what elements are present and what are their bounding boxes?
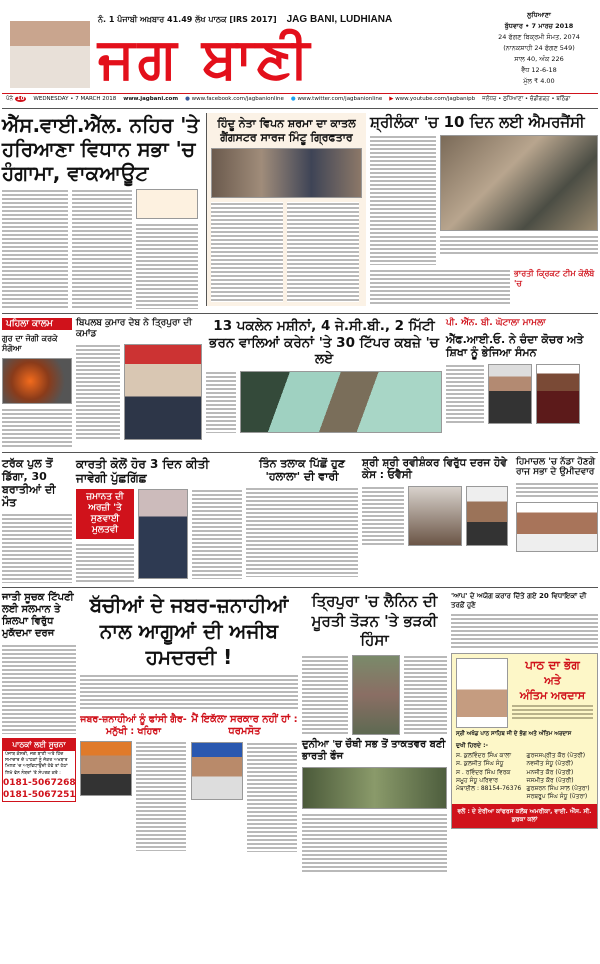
body-text (516, 482, 598, 498)
first-column-label: ਪਹਿਲਾ ਕਾਲਮ (2, 318, 72, 330)
obituary-heads (512, 658, 593, 720)
pnb-story (446, 318, 598, 423)
notice-title: ਪਾਠਕਾਂ ਲਈ ਸੂਚਨਾ (3, 739, 75, 751)
masthead (2, 4, 598, 91)
edition-cities: ਜਲੰਧਰ • ਲੁਧਿਆਣਾ • ਚੰਡੀਗੜ੍ਹ • ਬਠਿੰਡਾ (482, 96, 571, 103)
rape-story (80, 592, 298, 852)
obituary-head-2: ਅਤੇ (544, 674, 561, 688)
biplab-story (76, 318, 202, 440)
lenin-statue-photo (352, 655, 400, 735)
tagline-row (98, 14, 472, 25)
pages-label: ਪੰਨੇ (6, 96, 13, 103)
samvat: 24 ਫੱਗਣ ਬਿਕ੍ਰਮੀ ਸੰਮਤ, 2074 (498, 33, 580, 41)
pnb-kicker: ਪੀ. ਐੱਨ. ਬੀ. ਘੋਟਾਲਾ ਮਾਮਲਾ (446, 318, 546, 329)
headline-cricket: ਭਾਰਤੀ ਕ੍ਰਿਕਟ ਟੀਮ ਕੋਲੰਬੋ 'ਚ (514, 269, 595, 288)
mourners-left (456, 752, 523, 792)
syl-side (136, 189, 198, 309)
karti-body (76, 489, 242, 582)
lenin-body (302, 655, 447, 735)
caste-story (2, 592, 76, 802)
fire-photo (2, 358, 72, 404)
dharamsot-photo (191, 742, 243, 800)
nadda-photo (516, 502, 598, 552)
body-text (72, 189, 132, 309)
body-text (302, 655, 348, 735)
headline-biplab: ਬਿਪਲਬ ਕੁਮਾਰ ਦੇਬ ਨੇ ਤ੍ਰਿਪੁਰਾ ਦੀ ਕਮਾਂਡ (76, 318, 192, 340)
mourners (456, 752, 593, 801)
reactions (80, 714, 298, 852)
shikha-photo (536, 364, 580, 424)
body-text (440, 235, 598, 255)
body-text (2, 408, 72, 448)
body-text (76, 344, 120, 440)
khaira-photo (80, 741, 132, 796)
model-photo (10, 4, 90, 88)
mourners-right (527, 752, 594, 801)
facebook-icon: ● (185, 96, 190, 103)
pnb-body (446, 364, 598, 424)
cricket-row (370, 269, 598, 305)
logo: ਜਗ ਬਾਣੀ (98, 26, 313, 91)
body-text (192, 489, 242, 579)
row-4 (2, 587, 598, 873)
mourner: ਗੁਰਜਸਪ੍ਰੀਤ ਕੌਰ (ਪੋਤਰੀ) (526, 752, 586, 760)
body-text (2, 189, 68, 309)
body-text (211, 202, 283, 302)
body-text (2, 513, 72, 583)
bail-col (76, 489, 134, 582)
body-text (136, 223, 198, 309)
lenin-story (302, 592, 447, 873)
mourner: ਸਮੂਹ ਸੰਧੂ ਪਰਿਵਾਰ (456, 776, 498, 784)
twitter-icon: ● (290, 96, 296, 103)
path-line: ਸ੍ਰੀ ਅਖੰਡ ਪਾਠ ਸਾਹਿਬ ਜੀ ਦੇ ਭੋਗ ਅਤੇ ਅੰਤਿਮ ਅਰਦਾਸ (456, 731, 572, 738)
srilanka-body (370, 135, 598, 265)
body-text (404, 655, 447, 735)
tagline (98, 15, 277, 25)
headline-army: ਦੁਨੀਆ 'ਚ ਚੌਥੀ ਸਭ ਤੋਂ ਤਾਕਤਵਰ ਬਣੀ ਭਾਰਤੀ ਫੌਜ (302, 738, 446, 762)
obituary-ad (451, 653, 598, 829)
twitter (291, 94, 382, 104)
karti-story (76, 457, 242, 583)
pages (6, 94, 26, 104)
mourner: ਗੁਰਸ਼ਰਨ ਸਿੰਘ ਸਾਲ (ਪੋਤਰਾ) (526, 784, 590, 792)
volume: ਸਾਲ 40, ਅੰਕ 226 (514, 55, 564, 63)
day: ਬੁੱਧਵਾਰ • 7 ਮਾਰਚ 2018 (504, 22, 574, 30)
body-text (76, 543, 134, 583)
facebook-link[interactable]: www.facebook.com/jagbanionline (191, 96, 284, 103)
regd: ਵੈੱਧ 12-6-18 (521, 66, 557, 74)
khaira-story (80, 714, 187, 851)
headline-syl: ਐੱਸ.ਵਾਈ.ਐੱਲ. ਨਹਿਰ 'ਤੇ ਹਰਿਆਣਾ ਵਿਧਾਨ ਸਭਾ 'ਚ ਹੰਗਾਮਾ, ਵਾਕਆਊਟ (2, 113, 200, 186)
body-text (287, 202, 359, 302)
headline-khaira: ਜਬਰ-ਜ਼ਨਾਹੀਆਂ ਨੂੰ ਫਾਂਸੀ ਗੈਰ-ਮਨੁੱਖੀ : ਖਹਿਰਾ (80, 714, 187, 737)
body-text (246, 487, 358, 577)
city: ਲੁਧਿਆਣਾ (527, 11, 551, 19)
notice-body: ਪੰਜਾਬ ਕੇਸਰੀ, ਜਗ ਬਾਣੀ ਅਤੇ ਹਿੰਦ ਸਮਾਚਾਰ ਦੇ ਪਾਠਕਾਂ ਨੂੰ ਜੇਕਰ ਅਖਬਾਰ ਮਿਲਣ 'ਚ ਅਸੁਵਿਧਾਉਂਦੀ ਹੋਵੇ ਤਾਂ ਹੇਠਾਂ ਲਿਖੇ ਫੋਨ ਨੰਬਰਾਂ 'ਤੇ ਸੰਪਰਕ ਕਰੋ : (5, 752, 68, 776)
deceased-photo (456, 658, 508, 728)
headline-pnb: ਐੱਫ.ਆਈ.ਓ. ਨੇ ਚੰਦਾ ਕੋਚਰ ਅਤੇ ਸ਼ਿਖਾ ਨੂੰ ਭੇਜਿਆ ਸੰਮਨ (446, 333, 584, 360)
headline-rape: ਬੱਚੀਆਂ ਦੇ ਜਬਰ-ਜ਼ਨਾਹੀਆਂ ਨਾਲ ਆਗੂਆਂ ਦੀ ਅਜੀਬ ਹਮਦਰਦੀ ! (89, 593, 289, 670)
body-text (512, 704, 593, 720)
army-photo (302, 767, 447, 809)
dharamsot-story (191, 714, 298, 852)
date-block (480, 4, 598, 91)
vipan-columns (211, 202, 362, 302)
mourner: ਸ. ਕੁਲਵਿੰਦਰ ਸਿੰਘ ਕਾਲਾ (456, 752, 512, 760)
headline-aap: 'ਆਪ' ਦੇ ਅਯੋਗ ਕਰਾਰ ਦਿੱਤੇ ਗਏ 20 ਵਿਧਾਇਕਾਂ ਦੀ ਤਰਫ਼ੋਂ ਹੁਣੇ (451, 592, 587, 609)
website-link[interactable]: www.jagbani.com (123, 96, 179, 103)
info-strip (2, 93, 598, 104)
nadda-story (516, 457, 598, 553)
owaisi-body (362, 486, 512, 546)
body-text (2, 644, 76, 734)
mourner: ਨਵਜੀਤ ਸੰਧੂ (ਪੋਤਰੀ) (526, 760, 574, 768)
obituary-footer: ਵਲੋਂ : ਦੇ ਏਰੀਆ ਕਾਂਫਰਸ ਕਲੱਬ ਅਮਰੀਕਾ, ਵਾਈ. ਐੱਸ. ਸੀ. ਕੁਰਕਾ ਕਲਾਂ (452, 804, 597, 828)
khaira-body (80, 741, 187, 851)
youtube-link[interactable]: www.youtube.com/jagbanipb (395, 96, 476, 103)
youtube-icon: ▶ (389, 96, 394, 103)
reader-notice (2, 738, 76, 802)
nanakshahi: (ਨਾਨਕਸ਼ਾਹੀ 24 ਫੱਗਣ 549) (503, 44, 575, 52)
headline-owaisi: ਸ਼੍ਰੀ ਸ਼੍ਰੀ ਰਵੀਸ਼ੰਕਰ ਵਿਰੁੱਧ ਦਰਜ ਹੋਵੇ ਕੇਸ : ਓਵੈਸੀ (362, 456, 507, 482)
ravishankar-photo (408, 486, 462, 546)
sidebox (136, 189, 198, 219)
headline-halala: ਤਿੰਨ ਤਲਾਕ ਪਿੱਛੋਂ ਹੁਣ 'ਹਲਾਲਾ' ਦੀ ਵਾਰੀ (259, 456, 345, 483)
chanda-kochhar-photo (488, 364, 532, 424)
body-text (370, 135, 436, 265)
body-text (80, 674, 298, 710)
biplab-photo (124, 344, 202, 440)
headline-vipan: ਹਿੰਦੂ ਨੇਤਾ ਵਿਪਨ ਸ਼ਰਮਾ ਦਾ ਕਾਤਲ ਗੈਂਗਸਟਰ ਸਾਰਜ ਮਿੰਟੂ ਗ੍ਰਿਫਤਾਰ (217, 117, 356, 144)
body-text (362, 486, 404, 546)
headline-nadda: ਹਿਮਾਚਲ 'ਚ ਨੱਡਾ ਹੋਣਗੇ ਰਾਜ ਸਭਾ ਦੇ ਉਮੀਦਵਾਰ (516, 456, 595, 478)
mourner: ਸਰਬਰੂਪ ਸਿੰਘ ਸੰਧੂ (ਪੋਤਰਾ) (526, 792, 588, 800)
facebook (185, 94, 284, 104)
tagline-text: ਨੰ. 1 ਪੰਜਾਬੀ ਅਖ਼ਬਾਰ 41.49 ਲੱਖ ਪਾਠਕ (98, 15, 227, 24)
srilanka-media (440, 135, 598, 255)
page-count-badge: 10 (16, 96, 25, 103)
row-2 (2, 313, 598, 447)
river-photo (240, 371, 442, 433)
row-3 (2, 452, 598, 584)
headline-dharamsot: ਮੈਂ ਇਕੱਲਾ ਸਰਕਾਰ ਨਹੀਂ ਹਾਂ : ਧਰਮਸੋਤ (191, 714, 298, 738)
row-1 (2, 108, 598, 309)
phone-2: 0181-5067251 (3, 789, 76, 800)
karti-photo (138, 489, 188, 579)
body-text (446, 364, 484, 424)
obituary-top (456, 658, 593, 728)
body-text (247, 742, 297, 852)
edition-name: JAG BANI, LUDHIANA (286, 14, 393, 25)
syl-story (2, 113, 202, 309)
owaisi-story (362, 457, 512, 546)
machines-body (206, 371, 442, 433)
mourner: ਸ . ਰਵਿੰਦਰ ਸਿੰਘ ਵਿਰਕ (456, 768, 511, 776)
dharamsot-body (191, 742, 298, 852)
irs-label: [IRS 2017] (229, 15, 277, 24)
strip-date: WEDNESDAY • 7 MARCH 2018 (33, 96, 117, 103)
headline-karti: ਕਾਰਤੀ ਕੋਲੋਂ ਹੋਰ 3 ਦਿਨ ਕੀਤੀ ਜਾਵੇਗੀ ਪੁੱਛਗਿੱਛ (76, 456, 210, 485)
arrest-photo (211, 148, 362, 198)
body-text (370, 269, 510, 305)
obituary-head-3: ਅੰਤਿਮ ਅਰਦਾਸ (519, 688, 586, 702)
syl-columns (2, 189, 202, 309)
srilanka-photo (440, 135, 598, 231)
truck-story (2, 457, 72, 584)
youtube (389, 94, 475, 104)
biplab-body (76, 344, 202, 440)
body-text (302, 813, 447, 873)
headline-lenin: ਤ੍ਰਿਪੁਰਾ 'ਚ ਲੈਨਿਨ ਦੀ ਮੂਰਤੀ ਤੋੜਨ 'ਤੇ ਭੜਕੀ ਹਿੰਸਾ (311, 592, 438, 650)
first-column (2, 318, 72, 447)
masthead-center (98, 4, 472, 91)
obituary-head-1: ਪਾਠ ਦਾ ਭੋਗ (525, 658, 580, 673)
headline-caste: ਜਾਤੀ ਸੂਚਕ ਟਿੱਪਣੀ ਲਈ ਸਲਮਾਨ ਤੇ ਸ਼ਿਲਪਾ ਵਿਰੁੱਧ ਮੁਕੱਦਮਾ ਦਰਜ (2, 592, 74, 640)
twitter-link[interactable]: www.twitter.com/jagbanionline (297, 96, 383, 103)
phone-1: 0181-5067268 (3, 777, 76, 788)
headline-machines: 13 ਪਕਲੇਨ ਮਸ਼ੀਨਾਂ, 4 ਜੇ.ਸੀ.ਬੀ., 2 ਮਿੱਟੀ ਭਰਨ ਵਾਲਿਆਂ ਕਰੇਨਾਂ 'ਤੇ 30 ਟਿੱਪਰ ਕਬਜ਼ੇ 'ਚ ਲਏ (209, 318, 439, 367)
aap-obit-col (451, 592, 598, 829)
mourner: ਸ. ਕੁਲਜੀਤ ਸਿੰਘ ਸੰਧੂ (456, 760, 504, 768)
mourners-label: ਦੁਖੀ ਹਿਰਦੇ :- (456, 741, 488, 749)
headline-truck: ਟਰੱਕ ਪੁਲ ਤੋਂ ਡਿੱਗਾ, 30 ਬਰਾਤੀਆਂ ਦੀ ਮੌਤ (2, 456, 56, 510)
mourner: ਜਸਮੀਤ ਕੌਰ (ਪੋਤਰੀ) (526, 776, 574, 784)
srilanka-story (370, 113, 598, 305)
mourner: ਮਨਜੀਤ ਕੌਰ (ਪੋਤਰੀ) (526, 768, 574, 776)
body-text (206, 371, 236, 433)
body-text (136, 741, 186, 851)
body-text (451, 613, 598, 649)
mobile-number: ਮੋਬਾਈਲ : 88154-76376 (456, 784, 522, 792)
vipan-box (206, 113, 366, 305)
bail-box: ਜ਼ਮਾਨਤ ਦੀ ਅਰਜ਼ੀ 'ਤੇ ਸੁਣਵਾਈ ਮੁਲਤਵੀ (76, 489, 134, 538)
headline-srilanka: ਸ਼੍ਰੀਲੰਕਾ 'ਚ 10 ਦਿਨ ਲਈ ਐਮਰਜੈਂਸੀ (370, 113, 585, 132)
headline-first-col: ਗੁਰ ਦਾ ਜੋਗੀ ਕਰਕੇ ਸੰਗੋਆ (2, 334, 58, 353)
machines-story (206, 318, 442, 433)
price: ਮੁੱਲ ₹ 4.00 (523, 77, 555, 85)
halala-story (246, 457, 358, 577)
owaisi-photo (466, 486, 508, 546)
